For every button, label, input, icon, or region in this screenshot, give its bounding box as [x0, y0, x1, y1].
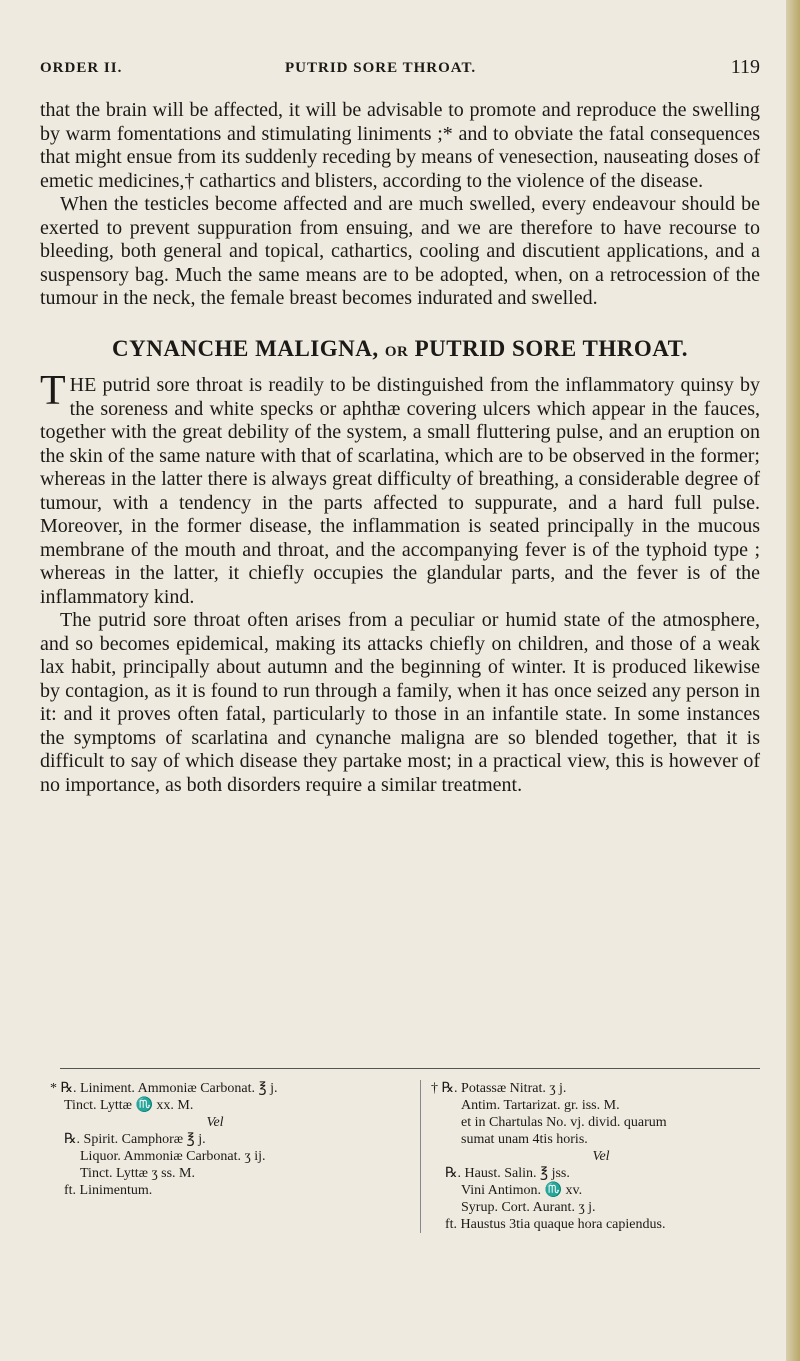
footnote-line: * ℞. Liniment. Ammoniæ Carbonat. ℥ j.	[50, 1081, 278, 1096]
heading-part2: PUTRID SORE THROAT.	[414, 335, 689, 361]
footnote-line: Antim. Tartarizat. gr. iss. M.	[461, 1098, 620, 1113]
footnote-right	[420, 1080, 771, 1233]
footnote-line: ft. Haustus 3tia quaque hora capiendus.	[445, 1217, 666, 1232]
running-head-title: PUTRID SORE THROAT.	[285, 60, 477, 76]
heading-or: OR	[384, 343, 409, 360]
footnote-line: Tinct. Lyttæ ʒ ss. M.	[80, 1166, 196, 1181]
paragraph: When the testicles become affected and are much swelled, every endeavour should be exerted to prevent suppuration from ensuing, and we are therefore to have recourse to bleeding, both general and topical, cathartics, cooling and discutient applications, and a suspensory bag. Much the same means are to be adopted, when, on a retrocession of the tumour in the neck, the female breast becomes indurated and swelled.	[40, 193, 760, 309]
footnote-line: † ℞. Potassæ Nitrat. ʒ j.	[431, 1081, 567, 1096]
footnote-line: ℞. Spirit. Camphoræ ℥ j.	[64, 1132, 206, 1147]
heading-part1: CYNANCHE MALIGNA,	[111, 335, 379, 361]
running-head	[40, 56, 760, 86]
paragraph	[40, 368, 760, 609]
footnote-line: Syrup. Cort. Aurant. ʒ j.	[461, 1200, 596, 1215]
page-number: 119	[730, 56, 760, 78]
footnote-line: sumat unam 4tis horis.	[461, 1132, 588, 1147]
footnote-line: Vel	[206, 1115, 224, 1130]
body-text	[40, 99, 760, 797]
dropcap: T	[40, 368, 66, 414]
footnote-line: ℞. Haust. Salin. ℥ jss.	[445, 1166, 570, 1181]
footnote-line: Liquor. Ammoniæ Carbonat. ʒ ij.	[80, 1149, 266, 1164]
page-edge	[786, 0, 800, 1361]
footnote-line: Tinct. Lyttæ ♏ xx. M.	[64, 1098, 194, 1113]
running-head-left: ORDER II.	[40, 60, 123, 76]
footnote-left	[50, 1080, 380, 1199]
paragraph: The putrid sore throat often arises from a peculiar or humid state of the atmosphere, and so becomes epidemical, making its attacks chiefly on children, and those of a weak lax habit, principally about autumn and the beginning of winter. It is produced likewise by contagion, as it is found to run through a family, when it has once seized any person in it: and it proves often fatal, particularly to those in an infantile state. In some instances the symptoms of scarlatina and cynanche maligna are so blended together, that it is difficult to say of which disease they partake most; in a practical view, this is however of no importance, as both disorders require a similar treatment.	[40, 609, 760, 796]
footnote-line: Vini Antimon. ♏ xv.	[461, 1183, 583, 1198]
section-heading	[40, 337, 760, 365]
footnote-line: ft. Linimentum.	[64, 1183, 153, 1198]
footnote-line: et in Chartulas No. vj. divid. quarum	[461, 1115, 667, 1130]
paragraph-text: HE putrid sore throat is readily to be distinguished from the inflammatory quinsy by the soreness and white specks or aphthæ covering ulcers which appear in the fauces, together with the great debility of the system, a small fluttering pulse, and an eruption on the skin of the same nature with that of scarlatina, which are to be observed in the former; whereas in the latter there is always great difficulty of breathing, a considerable degree of tumour, with a tendency in the parts affected to suppurate, and a hard full pulse. Moreover, in the former disease, the inflammation is seated principally in the mucous membrane of the mouth and throat, and the accompanying fever is of the typhoid type ; whereas in the latter, it chiefly occupies the glandular parts, and the fever is of the inflammatory kind.	[40, 374, 760, 608]
footnote-rule	[60, 1068, 760, 1069]
footnote-line: Vel	[592, 1149, 610, 1164]
paragraph: that the brain will be affected, it will be advisable to promote and reproduce the swelling by warm fomentations and stimulating liniments ;* and to obviate the fatal consequences that might ensue from its suddenly receding by means of venesection, nauseating doses of emetic medicines,† cathartics and blisters, according to the violence of the disease.	[40, 99, 760, 192]
